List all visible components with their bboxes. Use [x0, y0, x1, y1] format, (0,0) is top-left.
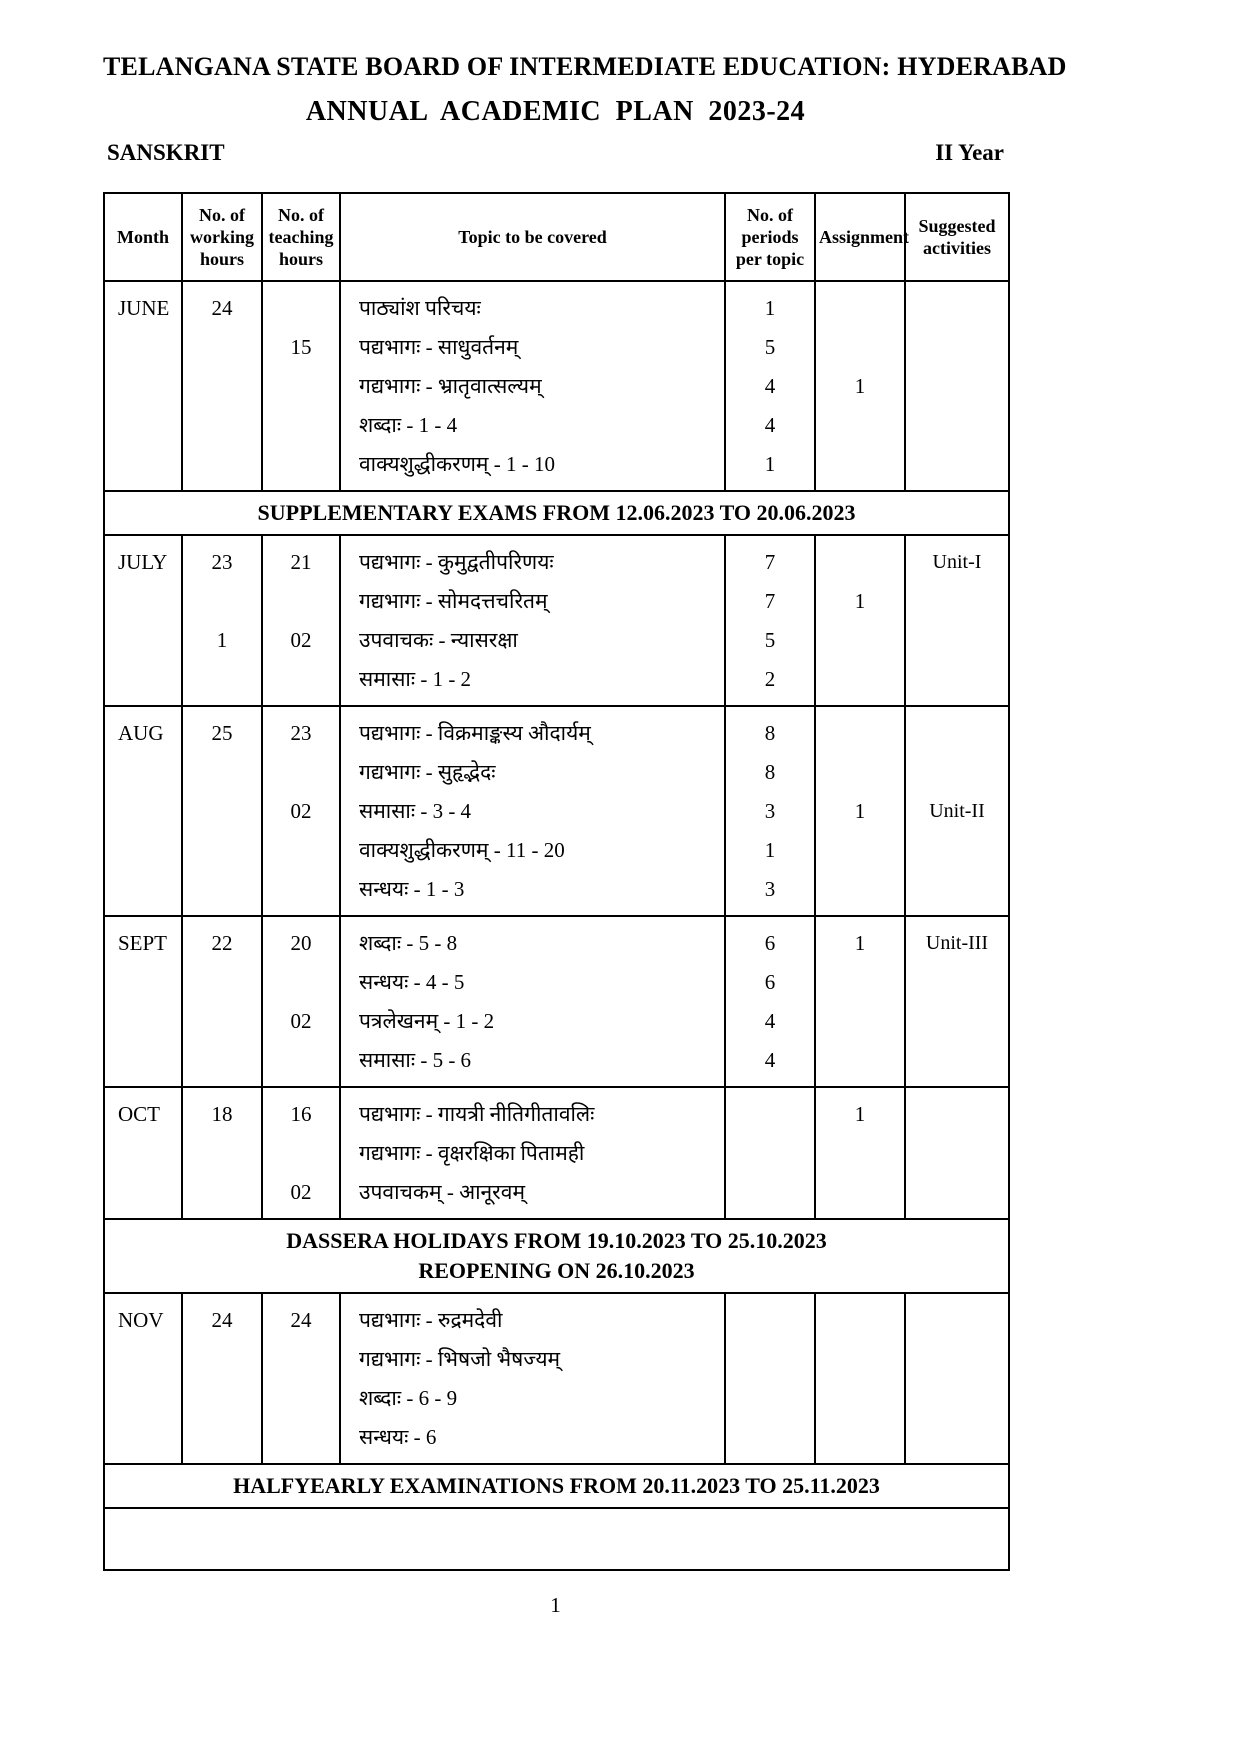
topic-value: सन्धयः - 6	[359, 1425, 437, 1449]
topic-value: उपवाचकः - न्यासरक्षा	[359, 628, 518, 652]
col-month	[104, 1293, 182, 1464]
topic-value: गद्यभागः - सोमदत्तचरितम्	[359, 589, 548, 613]
assignment-value	[816, 621, 904, 660]
teaching-value: 23	[290, 721, 312, 745]
activity-value	[906, 1041, 1008, 1080]
assignment-value: 1	[854, 589, 866, 613]
periods-value	[726, 1095, 814, 1134]
working-value	[183, 1041, 261, 1080]
periods-value: 8	[764, 760, 776, 784]
activity-value	[906, 753, 1008, 792]
teaching-value	[263, 963, 339, 1002]
plan-table-body	[104, 281, 1009, 1570]
teaching-value: 02	[290, 1009, 312, 1033]
working-value	[183, 1173, 261, 1212]
col-working-hours	[182, 1293, 262, 1464]
month-label: JULY	[118, 550, 168, 574]
content	[103, 52, 1067, 1618]
col-month	[104, 916, 182, 1087]
working-value: 1	[216, 628, 228, 652]
topic-value: गद्यभागः - भिषजो भैषज्यम्	[359, 1347, 561, 1371]
teaching-value: 02	[290, 628, 312, 652]
assignment-value	[816, 714, 904, 753]
assignment-value	[816, 1134, 904, 1173]
teaching-value: 16	[290, 1102, 312, 1126]
col-topic	[340, 916, 725, 1087]
banner-line: SUPPLEMENTARY EXAMS FROM 12.06.2023 TO 20.06.2023	[257, 500, 856, 525]
periods-value: 1	[764, 296, 776, 320]
col-working-hours	[182, 1087, 262, 1219]
teaching-value	[263, 1418, 339, 1457]
activity-value	[906, 289, 1008, 328]
col-assignment	[815, 281, 905, 491]
periods-value	[726, 1379, 814, 1418]
banner-row	[104, 1219, 1009, 1293]
col-teaching-hours	[262, 1293, 340, 1464]
teaching-value: 21	[290, 550, 312, 574]
assignment-value	[816, 1379, 904, 1418]
col-periods	[725, 706, 815, 916]
working-value	[183, 831, 261, 870]
topic-value: शब्दाः - 1 - 4	[359, 413, 458, 437]
assignment-value	[816, 1041, 904, 1080]
col-teaching-hours	[262, 1087, 340, 1219]
activity-value	[906, 406, 1008, 445]
teaching-value	[263, 1041, 339, 1080]
activity-value	[906, 660, 1008, 699]
col-header-teaching-hours: No. of teaching hours	[262, 193, 340, 281]
assignment-value	[816, 1002, 904, 1041]
periods-value: 1	[764, 838, 776, 862]
teaching-value	[263, 753, 339, 792]
activity-value	[906, 1418, 1008, 1457]
col-header-suggested-activities: Suggested activities	[905, 193, 1009, 281]
banner-row	[104, 1464, 1009, 1508]
col-month	[104, 281, 182, 491]
periods-value: 6	[764, 931, 776, 955]
teaching-value	[263, 870, 339, 909]
periods-value	[726, 1173, 814, 1212]
col-header-working-hours: No. of working hours	[182, 193, 262, 281]
working-value	[183, 328, 261, 367]
banner-line: HALFYEARLY EXAMINATIONS FROM 20.11.2023 TO 25.11.2023	[233, 1473, 880, 1498]
working-value	[183, 367, 261, 406]
working-value	[183, 660, 261, 699]
assignment-value	[816, 831, 904, 870]
empty-cell	[104, 1508, 1009, 1570]
banner-text	[104, 491, 1009, 535]
col-teaching-hours	[262, 916, 340, 1087]
teaching-value	[263, 831, 339, 870]
assignment-value	[816, 753, 904, 792]
periods-value: 1	[764, 452, 776, 476]
activity-value	[906, 582, 1008, 621]
teaching-value	[263, 1379, 339, 1418]
topic-value: पद्यभागः - गायत्री नीतिगीतावलिः	[359, 1102, 595, 1126]
col-assignment	[815, 535, 905, 706]
col-activity	[905, 535, 1009, 706]
topic-value: पद्यभागः - विक्रमाङ्कस्य औदार्यम्	[359, 721, 591, 745]
periods-value: 4	[764, 374, 776, 398]
activity-value	[906, 328, 1008, 367]
empty-row	[104, 1508, 1009, 1570]
plan-title: ANNUAL ACADEMIC PLAN 2023-24	[305, 96, 806, 127]
topic-value: गद्यभागः - सुहृद्भेदः	[359, 760, 496, 784]
teaching-value: 20	[290, 931, 312, 955]
working-value	[183, 1340, 261, 1379]
topic-value: पत्रलेखनम् - 1 - 2	[359, 1009, 495, 1033]
assignment-value	[816, 1340, 904, 1379]
month-label: SEPT	[118, 931, 168, 955]
col-topic	[340, 706, 725, 916]
month-label: NOV	[118, 1308, 164, 1332]
col-teaching-hours	[262, 281, 340, 491]
teaching-value	[263, 1340, 339, 1379]
topic-value: समासाः - 5 - 6	[359, 1048, 472, 1072]
activity-value	[906, 1379, 1008, 1418]
topic-value: पद्यभागः - रुद्रमदेवी	[359, 1308, 503, 1332]
topic-value: पाठ्यांश परिचयः	[359, 296, 481, 320]
col-topic	[340, 281, 725, 491]
assignment-value: 1	[854, 1102, 866, 1126]
assignment-value	[816, 289, 904, 328]
month-row	[104, 281, 1009, 491]
col-periods	[725, 916, 815, 1087]
col-header-assignment: Assignment	[815, 193, 905, 281]
working-value: 25	[211, 721, 233, 745]
working-value: 23	[211, 550, 233, 574]
col-periods	[725, 535, 815, 706]
periods-value	[726, 1418, 814, 1457]
topic-value: उपवाचकम् - आनूरवम्	[359, 1180, 526, 1204]
periods-value: 5	[764, 335, 776, 359]
activity-value	[906, 1134, 1008, 1173]
page-number: 1	[550, 1593, 561, 1617]
periods-value: 3	[764, 799, 776, 823]
working-value	[183, 870, 261, 909]
activity-value	[906, 367, 1008, 406]
activity-value	[906, 1173, 1008, 1212]
teaching-value: 02	[290, 799, 312, 823]
banner-text	[104, 1464, 1009, 1508]
subject-label: SANSKRIT	[107, 140, 225, 165]
col-month	[104, 535, 182, 706]
teaching-value: 24	[290, 1308, 312, 1332]
activity-value: Unit-I	[932, 551, 982, 573]
periods-value: 7	[764, 550, 776, 574]
col-activity	[905, 1087, 1009, 1219]
col-header-month: Month	[104, 193, 182, 281]
col-assignment	[815, 706, 905, 916]
col-teaching-hours	[262, 706, 340, 916]
periods-value	[726, 1134, 814, 1173]
month-label: JUNE	[118, 296, 170, 320]
activity-value	[906, 714, 1008, 753]
teaching-value	[263, 660, 339, 699]
topic-value: पद्यभागः - कुमुद्वतीपरिणयः	[359, 550, 554, 574]
assignment-value	[816, 445, 904, 484]
col-activity	[905, 916, 1009, 1087]
working-value: 18	[211, 1102, 233, 1126]
col-month	[104, 1087, 182, 1219]
activity-value	[906, 621, 1008, 660]
activity-value	[906, 1002, 1008, 1041]
assignment-value	[816, 406, 904, 445]
periods-value: 6	[764, 970, 776, 994]
teaching-value	[263, 445, 339, 484]
teaching-value: 02	[290, 1180, 312, 1204]
working-value: 24	[211, 1308, 233, 1332]
col-periods	[725, 1293, 815, 1464]
working-value: 24	[211, 296, 233, 320]
teaching-value	[263, 289, 339, 328]
working-value	[183, 1379, 261, 1418]
periods-value: 4	[764, 413, 776, 437]
col-header-topic: Topic to be covered	[340, 193, 725, 281]
activity-value	[906, 963, 1008, 1002]
col-topic	[340, 535, 725, 706]
subject-row	[103, 140, 1008, 166]
assignment-value	[816, 963, 904, 1002]
assignment-value	[816, 660, 904, 699]
activity-value	[906, 445, 1008, 484]
banner-line: DASSERA HOLIDAYS FROM 19.10.2023 TO 25.10.2023	[286, 1228, 827, 1253]
topic-value: गद्यभागः - वृक्षरक्षिका पितामही	[359, 1141, 585, 1165]
activity-value	[906, 870, 1008, 909]
assignment-value: 1	[854, 374, 866, 398]
col-topic	[340, 1087, 725, 1219]
col-working-hours	[182, 535, 262, 706]
col-assignment	[815, 916, 905, 1087]
working-value	[183, 406, 261, 445]
month-row	[104, 916, 1009, 1087]
teaching-value	[263, 367, 339, 406]
teaching-value	[263, 406, 339, 445]
banner-row	[104, 491, 1009, 535]
topic-value: गद्यभागः - भ्रातृवात्सल्यम्	[359, 374, 542, 398]
topic-value: सन्धयः - 1 - 3	[359, 877, 465, 901]
topic-value: समासाः - 1 - 2	[359, 667, 472, 691]
working-value	[183, 1134, 261, 1173]
col-assignment	[815, 1293, 905, 1464]
assignment-value: 1	[854, 799, 866, 823]
topic-value: सन्धयः - 4 - 5	[359, 970, 465, 994]
assignment-value	[816, 870, 904, 909]
topic-value: पद्यभागः - साधुवर्तनम्	[359, 335, 519, 359]
periods-value	[726, 1340, 814, 1379]
activity-value	[906, 1095, 1008, 1134]
banner-text	[104, 1219, 1009, 1293]
col-periods	[725, 1087, 815, 1219]
col-header-periods: No. of periods per topic	[725, 193, 815, 281]
activity-value	[906, 1340, 1008, 1379]
banner-line: REOPENING ON 26.10.2023	[418, 1258, 695, 1283]
table-header-row	[104, 193, 1009, 281]
working-value	[183, 753, 261, 792]
month-row	[104, 1293, 1009, 1464]
activity-value	[906, 1301, 1008, 1340]
working-value	[183, 582, 261, 621]
periods-value: 5	[764, 628, 776, 652]
periods-value: 4	[764, 1048, 776, 1072]
assignment-value	[816, 543, 904, 582]
topic-value: वाक्यशुद्धीकरणम् - 11 - 20	[359, 838, 565, 862]
month-label: OCT	[118, 1102, 160, 1126]
assignment-value	[816, 1301, 904, 1340]
teaching-value	[263, 1134, 339, 1173]
academic-plan-table	[103, 192, 1010, 1571]
periods-value: 4	[764, 1009, 776, 1033]
topic-value: समासाः - 3 - 4	[359, 799, 472, 823]
assignment-value	[816, 1418, 904, 1457]
teaching-value	[263, 582, 339, 621]
activity-value: Unit-III	[925, 932, 989, 954]
col-teaching-hours	[262, 535, 340, 706]
working-value: 22	[211, 931, 233, 955]
activity-value	[906, 831, 1008, 870]
year-label: II Year	[935, 140, 1004, 165]
col-month	[104, 706, 182, 916]
activity-value: Unit-II	[929, 800, 985, 822]
col-working-hours	[182, 281, 262, 491]
topic-value: वाक्यशुद्धीकरणम् - 1 - 10	[359, 452, 555, 476]
periods-value: 8	[764, 721, 776, 745]
col-activity	[905, 1293, 1009, 1464]
month-label: AUG	[118, 721, 164, 745]
col-assignment	[815, 1087, 905, 1219]
working-value	[183, 792, 261, 831]
working-value	[183, 1002, 261, 1041]
topic-value: शब्दाः - 6 - 9	[359, 1386, 458, 1410]
topic-value: शब्दाः - 5 - 8	[359, 931, 458, 955]
periods-value: 3	[764, 877, 776, 901]
col-periods	[725, 281, 815, 491]
periods-value: 7	[764, 589, 776, 613]
teaching-value: 15	[290, 335, 312, 359]
col-working-hours	[182, 916, 262, 1087]
col-activity	[905, 706, 1009, 916]
working-value	[183, 1418, 261, 1457]
working-value	[183, 963, 261, 1002]
assignment-value	[816, 328, 904, 367]
periods-value	[726, 1301, 814, 1340]
working-value	[183, 445, 261, 484]
month-row	[104, 1087, 1009, 1219]
board-title: TELANGANA STATE BOARD OF INTERMEDIATE EDUCATION: HYDERABAD	[103, 52, 1067, 81]
month-row	[104, 706, 1009, 916]
col-working-hours	[182, 706, 262, 916]
col-topic	[340, 1293, 725, 1464]
periods-value: 2	[764, 667, 776, 691]
assignment-value	[816, 1173, 904, 1212]
month-row	[104, 535, 1009, 706]
assignment-value: 1	[854, 931, 866, 955]
col-activity	[905, 281, 1009, 491]
